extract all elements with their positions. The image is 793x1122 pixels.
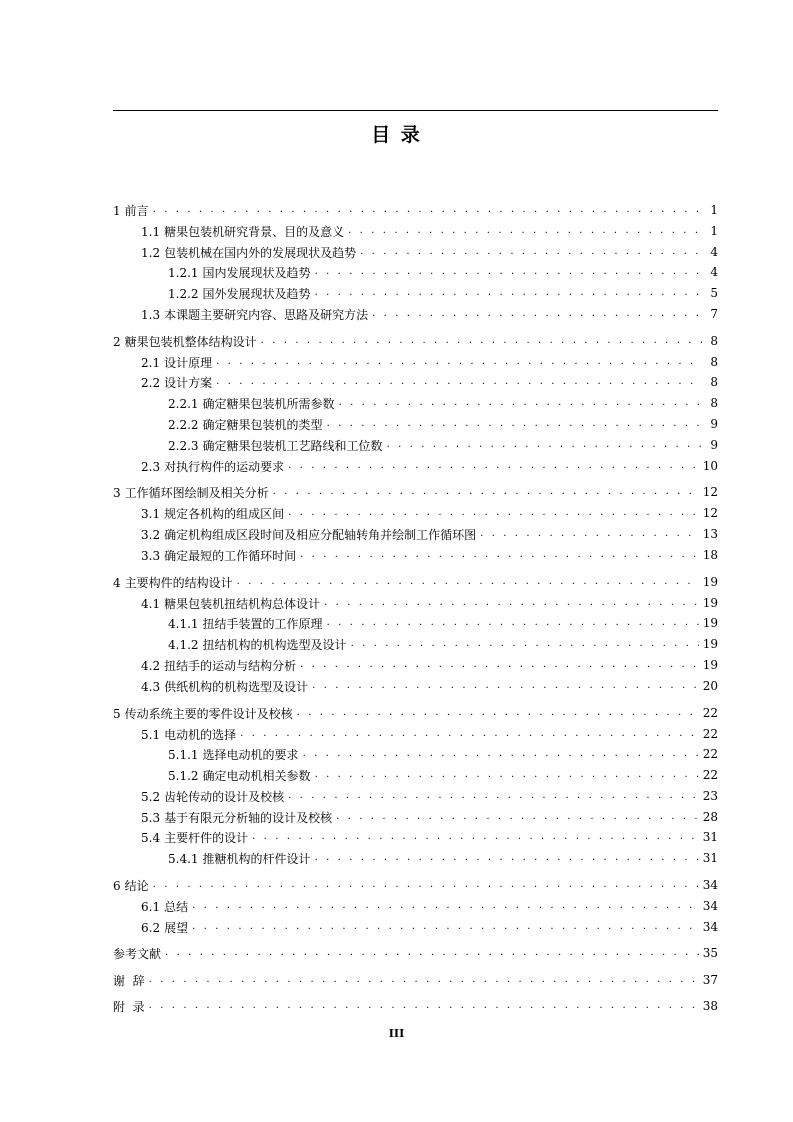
toc-entry[interactable]: 2.1 设计原理 . . . 8 — [141, 352, 718, 372]
header-rule — [113, 110, 718, 111]
toc-entry[interactable]: 6 结论 . . . 34 — [113, 875, 718, 895]
toc-entry[interactable]: 1.2.2 国外发展现状及趋势 . . . 5 — [168, 283, 718, 303]
toc-entry[interactable]: 3.3 确定最短的工作循环时间 . . . 18 — [141, 545, 718, 565]
toc-entry[interactable]: 2.2 设计方案 . . . 8 — [141, 372, 718, 392]
toc-entry[interactable]: 2.2.3 确定糖果包装机工艺路线和工位数 . . . 9 — [168, 435, 718, 455]
toc-entry[interactable]: 2.2.1 确定糖果包装机所需参数 . . . 8 — [168, 393, 718, 413]
page-title: 目 录 — [371, 124, 422, 146]
toc-entry[interactable]: 2.3 对执行构件的运动要求 . . . 10 — [141, 456, 718, 476]
toc-entry[interactable]: 6.2 展望 . . . 34 — [141, 917, 718, 937]
toc-entry[interactable]: 附 录 . . . 38 — [113, 996, 718, 1016]
toc-entry[interactable]: 5.2 齿轮传动的设计及校核 . . . 23 — [141, 786, 718, 806]
toc-entry[interactable]: 4.1.1 扭结手装置的工作原理 . . . 19 — [168, 613, 718, 633]
toc-entry[interactable]: 5.4.1 推糖机构的杆件设计 . . . 31 — [168, 848, 718, 868]
toc-entry[interactable]: 5.3 基于有限元分析轴的设计及校核 . . . 28 — [141, 807, 718, 827]
toc-entry[interactable]: 1 前言 . . . 1 — [113, 200, 718, 220]
toc-entry[interactable]: 1.3 本课题主要研究内容、思路及研究方法 . . . 7 — [141, 304, 718, 324]
toc-entry[interactable]: 6.1 总结 . . . 34 — [141, 896, 718, 916]
page-number: III — [388, 1027, 405, 1040]
toc-entry[interactable]: 1.1 糖果包装机研究背景、目的及意义 . . . 1 — [141, 221, 718, 241]
toc-entry[interactable]: 4 主要构件的结构设计 . . . 19 — [113, 572, 718, 592]
toc-entry[interactable]: 5.1 电动机的选择 . . . 22 — [141, 724, 718, 744]
toc-entry[interactable]: 5.1.2 确定电动机相关参数 . . . 22 — [168, 765, 718, 785]
toc-entry[interactable]: 1.2.1 国内发展现状及趋势 . . . 4 — [168, 262, 718, 282]
toc-entry[interactable]: 4.3 供纸机构的机构选型及设计 . . . 20 — [141, 676, 718, 696]
toc-entry[interactable]: 4.2 扭结手的运动与结构分析 . . . 19 — [141, 655, 718, 675]
toc-entry[interactable]: 4.1.2 扭结机构的机构选型及设计 . . . 19 — [168, 634, 718, 654]
toc-entry[interactable]: 5 传动系统主要的零件设计及校核 . . . 22 — [113, 703, 718, 723]
toc-entry[interactable]: 3.1 规定各机构的组成区间 . . . 12 — [141, 503, 718, 523]
toc-entry[interactable]: 2.2.2 确定糖果包装机的类型 . . . 9 — [168, 414, 718, 434]
toc-entry[interactable]: 谢 辞 . . . 37 — [113, 970, 718, 990]
toc-entry[interactable]: 2 糖果包装机整体结构设计 . . . 8 — [113, 331, 718, 351]
toc-entry[interactable]: 3 工作循环图绘制及相关分析 . . . 12 — [113, 482, 718, 502]
toc-entry[interactable]: 5.4 主要杆件的设计 . . . 31 — [141, 827, 718, 847]
toc-entry[interactable]: 5.1.1 选择电动机的要求 . . . 22 — [168, 744, 718, 764]
toc-entry[interactable]: 1.2 包装机械在国内外的发展现状及趋势 . . . 4 — [141, 242, 718, 262]
toc-entry[interactable]: 4.1 糖果包装机扭结机构总体设计 . . . 19 — [141, 593, 718, 613]
toc-entry[interactable]: 3.2 确定机构组成区段时间及相应分配轴转角并绘制工作循环图 . . . 13 — [141, 524, 718, 544]
toc-entry[interactable]: 参考文献 . . . 35 — [113, 943, 718, 963]
